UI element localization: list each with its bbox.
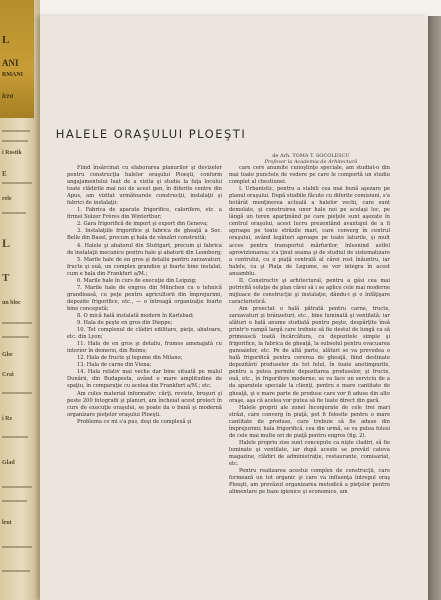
author-role: Profesor la Academia de Arhitectură: [264, 159, 358, 165]
list-item: 3. Instalaţiile frigorifice şi fabrica de gheaţă a Soc. Belle din Basel, precum şi hala de vânzări construită;: [67, 228, 222, 242]
list-item: 6. Marile hale în curs de execuţie din Leipzig;: [77, 277, 197, 284]
list-item: 5. Marile hale de en gros şi detaliu pentru zarzavaturi, fructe şi ouă, un complex grandios şi foarte bine instalat, cum e hala din Frankfurt a/M.;: [67, 256, 222, 277]
book-gutter: [428, 16, 441, 600]
list-item: 14. Hala relativ mai veche dar bine situată pe malul Dunării, din Budapesta, având o mare amplitudine de spaţiu, în comparaţie cu acelea din Frankfurt a/M.; etc.: [67, 369, 222, 390]
list-item: 2. Gara frigorifică de import şi export din Geneva;: [77, 221, 208, 228]
list-item: 4. Halele şi abatorul din Stuttgart, precum şi fabrica de instalaţii mecanice pentru hale şi abatorii din Leonberg;: [67, 242, 222, 256]
underlying-fragment: RMANI: [2, 72, 23, 78]
list-item: 1. Fabrica de aparate frigorifice, calorifere, etc. a firmei Sulzer Frères din Winterthur;: [67, 207, 222, 221]
underlying-text-line: [2, 392, 32, 394]
list-item: 12. Hala de fructe şi legume din Milano;: [77, 355, 183, 362]
list-item: 10. Tot complexul de clădiri edilitare, pieţe, abatoare, etc. din Lyon;: [67, 327, 222, 341]
underlying-fragment: Ghe: [2, 352, 13, 358]
list-item: 13. Hala de carne din Viena;: [77, 362, 152, 369]
paragraph: Am proectat o hală pătrată pentru carne, fructe, zarzavaturi şi brânzeturi, etc., bine luminată şi ventilată; iar alături o hală anume studiată pentru peşte, despărţite însă printr'o rampă largă care trebuie să fie destul de lungă ca să primească toată încărcătura, cu depozitele simple şi frigorifice, la fabrica de gheaţă, la subsolul pentru evacuarea gunoaielor, etc. Pe de altă parte, alături se va prevedea o hală frigorifică pentru cererea de gheaţă, fiind destinate depozitării produselor de tot felul, în toate anotimpurile, pentru a putea permite depozitarea produselor, şi fructe, ouă, etc., în frigorifere moderne; se va face un serviciu de a da aparatele speciale la clienţi, pentru o mare cantitate de gheaţă, şi o mare parte de produse care vor fi aduse din alte oraşe, aşa că acelea vor putea să fie luate direct din gară.: [229, 305, 390, 404]
underlying-fragment: icra: [2, 92, 14, 100]
underlying-text-line: [2, 500, 27, 502]
underlying-text-line: [2, 436, 28, 438]
right-text-column: [229, 165, 390, 496]
list-item: 11. Hala de en gros şi detaliu, frumos amenajată cu interior în demersi, din Reims;: [67, 341, 222, 355]
underlying-fragment: E: [2, 170, 7, 178]
underlying-text-line: [2, 486, 32, 488]
paragraph: Am cules material informativ: cărţi, reviste, broşuri şi peste 200 fotografii şi planuri, am încheiat acest proiect în curs de execuţie oraşului, se poate da o bună şi modernă organizare pieţelor oraşului Ploeşti.: [67, 390, 222, 418]
underlying-text-line: [2, 570, 30, 572]
underlying-fragment: L: [2, 236, 11, 250]
underlying-fragment: T: [2, 272, 10, 284]
underlying-text-line: [2, 212, 26, 214]
paragraph: Halele propriu zise sunt concepute ca nişte cladiri, să fie luminate şi ventilate, iar după aceste se prevăd cateva magazine, clădiri de administraţie, restaurante, comisariat, etc.: [229, 439, 390, 467]
underlying-fragment: un bloc: [2, 300, 21, 306]
underlying-fragment: rele: [2, 196, 12, 202]
underlying-page: [0, 0, 40, 600]
list-item: 7. Marile hale de engros din München cu o tehnică grandioasă, cu peţe pentru agricultorii din împrejurimi, depozite frigorifice, etc., — o întreagă organizaţie foarte bine concepută;: [67, 284, 222, 312]
list-item: I. Urbanistic, pentru a stabili cea mai bună aşezare pe planul oraşului. După studiile făcute cu diferite comisiuni, s'a hotărât menţinerea actuală a halelor vechi, care sunt demolate, şi construirea unor hale noi pe acelaşi loc, pe lângă un teren aparţinând pe care pieţele sunt aşezate în centrul oraşului, acest lucru prezentând avantajul de a fi aproape pe toate străzile mari, care converg în centrul oraşului, având legături aproape pe toate laturile, şi mult acces pentru transportul mărfurilor, înlesnind astfel aprovizionarea; s'a ţinut seama şi de studiul de sistematizare a centrului, cu o piaţă centrală al cărei rost înăuntru, iar halele, ca şi Piaţa de Legume, se vor integra în acest ansamblu.: [229, 186, 390, 277]
underlying-fragment: lent: [2, 520, 12, 526]
paragraph: care cere anumite cunoştinţe speciale, am studiat-o din mai toate punctele de vedere pe care le comportă un studiu complet al chestiunei.: [229, 165, 390, 186]
underlying-fragment: ANI: [2, 58, 19, 68]
left-text-column: [67, 165, 222, 426]
paragraph: Fiind însărcinat cu elaborarea planurilor şi devizelor pentru construcţia halelor oraşului Ploeşti, conform angajamentului luat de a vizita şi studia la faţa locului toate clădirile mai noi de acest gen, în diferite centre din Apus, am vizitat următoarele construcţii, instalaţii şi fabrici de instalaţii:: [67, 165, 222, 207]
underlying-fragment: i Rostik: [2, 150, 22, 156]
underlying-text-line: [2, 130, 30, 132]
list-item: 8. O mică hală instalată modern în Karlsbad;: [77, 312, 194, 319]
underlying-fragment: i Re: [2, 416, 13, 422]
paragraph: Problema ce mi s'a pus, deşi de complexă şi: [77, 418, 192, 425]
underlying-text-line: [2, 322, 32, 324]
underlying-text-line: [2, 140, 28, 142]
list-item: II. Constructiv şi arhitectural, pentru a găsi cea mai potrivită soluţie de plan cărei să i se aplice cele mai moderne mijloace de construcţie şi instalaţie, dându-i şi o înfăţişare caracteristică.: [229, 277, 390, 305]
underlying-fragment: Glad: [2, 460, 15, 466]
underlying-text-line: [2, 336, 29, 338]
list-item: 9. Hala de peşte en gros din Dieppe;: [77, 320, 173, 327]
author-name: de Arh. TOMA T. SOCOLESCU: [272, 153, 350, 159]
underlying-text-line: [2, 182, 32, 184]
paragraph: Pentru realizarea acestui complex de construcţii, care formează un tot organic şi care va influenţa întregul oraş Ploeşti, am prevăzut organizarea metodică a pieţelor pentru alimentare pe baze igienice şi economice, am: [229, 468, 390, 496]
underlying-fragment: Crai: [2, 372, 14, 378]
author-credit: [227, 153, 395, 165]
underlying-text-line: [2, 546, 32, 548]
paragraph: Halele proprii ale zonei înconjurate de cele trei mari străzi, care converg în piaţă, pot fi folosite pentru o mare cantitate de produse, care trebuie să fie aduse din împrejurimi; hala frigorifică, cea din urmă, se va putea folosi de cele mai multe ori de piaţă pentru engros (fig. 2).: [229, 404, 390, 439]
article-title: HALELE ORAŞULUI PLOEŞTI: [55, 126, 247, 141]
underlying-fragment: L: [2, 34, 10, 46]
